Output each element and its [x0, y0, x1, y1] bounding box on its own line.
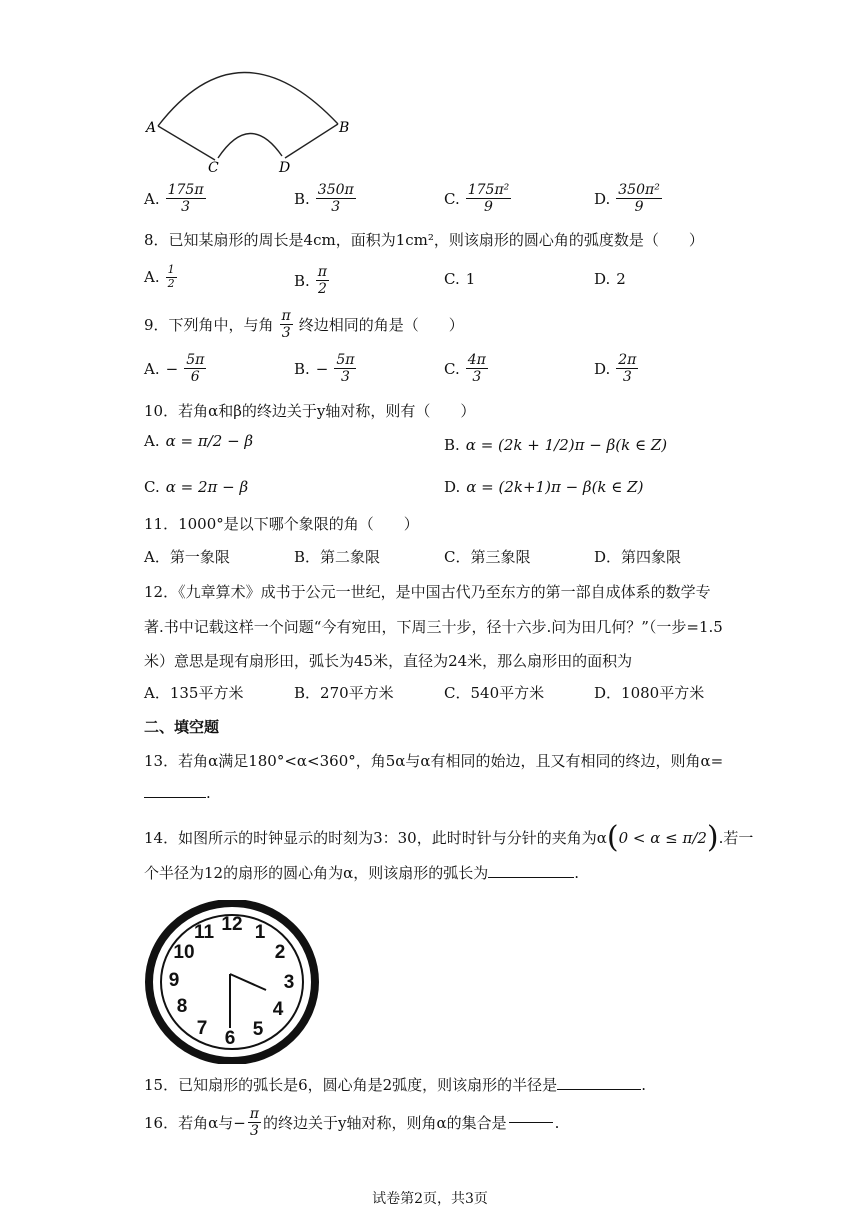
q9-text: 9．下列角中，与角 $\frac{\pi}{3}$ 终边相同的角是（ ）	[144, 308, 464, 342]
q15-answer-blank[interactable]	[557, 1089, 641, 1090]
q11-text: 11．1000°是以下哪个象限的角（ ）	[144, 515, 419, 533]
clock-number-4: 4	[272, 999, 284, 1020]
q9-option-d[interactable]: D. $\frac{2\pi}{3}$	[594, 352, 637, 386]
q8-option-b[interactable]: B. $\frac{\pi}{2}$	[294, 264, 327, 298]
clock-number-12: 12	[221, 914, 243, 935]
clock-number-11: 11	[193, 922, 215, 943]
clock-number-1: 1	[254, 922, 266, 943]
label-c: C	[208, 160, 219, 176]
label-a: A	[146, 120, 157, 136]
clock-number-10: 10	[173, 942, 195, 963]
q9-option-b[interactable]: B. − $\frac{5\pi}{3}$	[294, 352, 355, 386]
q16-answer-blank[interactable]	[509, 1122, 553, 1123]
clock-number-5: 5	[252, 1019, 264, 1040]
label-d: D	[279, 160, 291, 176]
clock-number-2: 2	[274, 942, 286, 963]
clock-number-3: 3	[283, 972, 295, 993]
q12-line-3: 米）意思是现有扇形田，弧长为45米，直径为24米，那么扇形田的面积为	[144, 652, 633, 670]
q15-text: 15．已知扇形的弧长是6，圆心角是2弧度，则该扇形的半径是 .	[144, 1076, 646, 1094]
q8-option-c[interactable]: C. 1	[444, 270, 476, 288]
clock-number-9: 9	[168, 970, 180, 991]
q11-option-c[interactable]: C．第三象限	[444, 548, 531, 566]
q11-option-b[interactable]: B．第二象限	[294, 548, 381, 566]
fan-figure	[140, 60, 370, 180]
q12-line-1: 12．《九章算术》成书于公元一世纪，是中国古代乃至东方的第一部自成体系的数学专	[144, 583, 711, 601]
q14-line-1: 14．如图所示的时钟显示的时刻为3：30，此时时针与分针的夹角为α ( 0 < α ≤ π/2 ) .若一	[144, 820, 754, 855]
q14-answer-blank[interactable]	[488, 877, 574, 878]
q8-option-a[interactable]: A. $\frac{1}{2}$	[144, 263, 175, 290]
page-footer: 试卷第2页，共3页	[372, 1191, 488, 1207]
q13-text: 13．若角α满足180°<α<360°，角5α与α有相同的始边，且又有相同的终边，则角α=	[144, 752, 724, 770]
q9-option-c[interactable]: C. $\frac{4\pi}{3}$	[444, 352, 486, 386]
q11-option-a[interactable]: A．第一象限	[144, 548, 230, 566]
q10-option-c[interactable]: C. α = 2π − β	[144, 478, 249, 496]
clock-number-8: 8	[176, 996, 188, 1017]
q7-option-b[interactable]: B. $\frac{350\pi}{3}$	[294, 182, 354, 216]
section-title: 二、填空题	[144, 718, 220, 736]
q8-option-d[interactable]: D. 2	[594, 270, 626, 288]
label-b: B	[339, 120, 350, 136]
q12-option-d[interactable]: D．1080平方米	[594, 684, 705, 702]
q9-option-a[interactable]: A. − $\frac{5\pi}{6}$	[144, 352, 205, 386]
q10-option-b[interactable]: B. α = (2k + 1/2)π − β(k ∈ Z)	[444, 436, 668, 454]
q10-option-d[interactable]: D. α = (2k+1)π − β(k ∈ Z)	[444, 478, 644, 496]
q7-option-a[interactable]: A. $\frac{175\pi}{3}$	[144, 182, 204, 216]
clock-number-6: 6	[224, 1028, 236, 1049]
q10-option-a[interactable]: A. α = π/2 − β	[144, 432, 254, 450]
clock-figure	[144, 900, 320, 1064]
q10-text: 10．若角α和β的终边关于y轴对称，则有（ ）	[144, 402, 476, 420]
q11-option-d[interactable]: D．第四象限	[594, 548, 682, 566]
q8-text: 8．已知某扇形的周长是4cm，面积为1cm²，则该扇形的圆心角的弧度数是（ ）	[144, 231, 704, 249]
q13-answer-blank[interactable]: .	[144, 784, 211, 802]
q16-text: 16．若角α与− $\frac{\pi}{3}$ 的终边关于y轴对称，则角α的集合是 .	[144, 1106, 560, 1140]
q14-condition: 0 < α ≤ π/2	[618, 828, 707, 847]
q7-option-d[interactable]: D. $\frac{\text{350π²}}{9}$	[594, 182, 660, 216]
q12-line-2: 著.书中记载这样一个问题“今有宛田，下周三十步，径十六步.问为田几何？”（一步=1.5	[144, 618, 723, 636]
q12-option-a[interactable]: A．135平方米	[144, 684, 244, 702]
q12-option-b[interactable]: B．270平方米	[294, 684, 394, 702]
clock-number-7: 7	[196, 1018, 208, 1039]
q12-option-c[interactable]: C．540平方米	[444, 684, 545, 702]
q7-option-c[interactable]: C. $\frac{\text{175π²}}{9}$	[444, 182, 510, 216]
q14-line-2: 个半径为12的扇形的圆心角为α，则该扇形的弧长为 .	[144, 864, 579, 882]
